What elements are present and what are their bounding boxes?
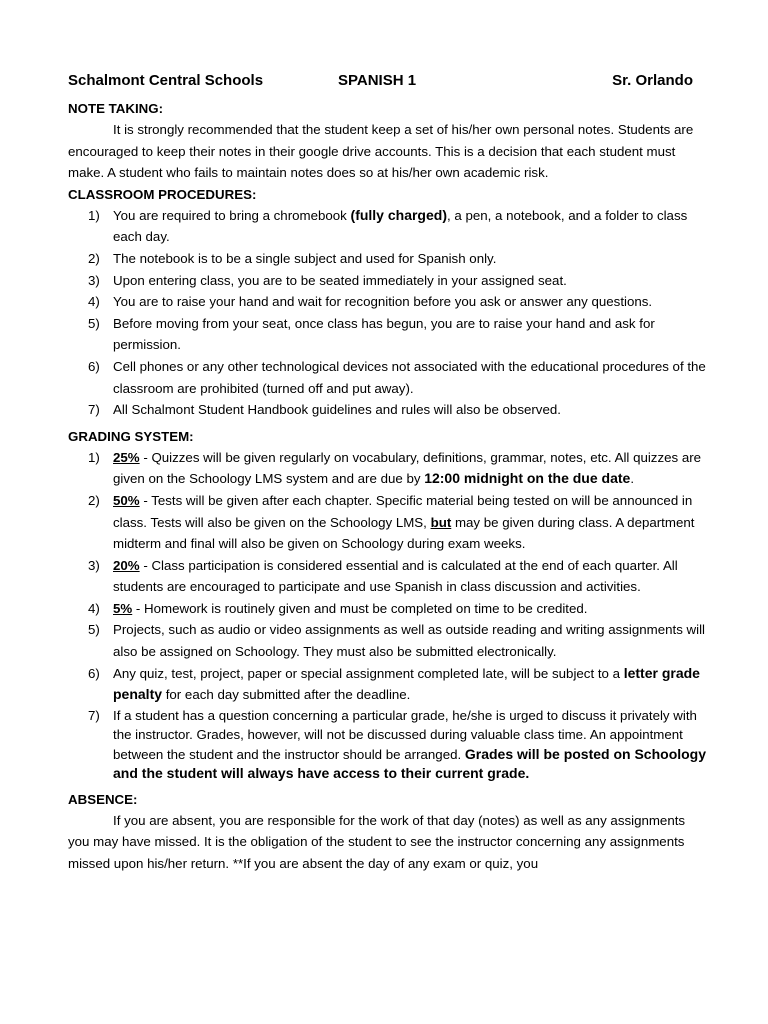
grading-item-6 [68, 663, 708, 706]
grading-text: - Tests will be given after each chapter. Specific material being tested on will be announced in class. Tests will also be given on the Schoology LMS, [113, 492, 693, 530]
procedures-list [68, 205, 708, 421]
procedure-text: Upon entering class, you are to be seated immediately in your assigned seat. [113, 272, 567, 288]
procedure-item-7 [68, 399, 708, 421]
grading-item-1 [68, 447, 708, 490]
grade-weight: 5% [113, 600, 133, 616]
procedure-text: Cell phones or any other technological devices not associated with the educational procedures of the classroom are prohibited (turned off and put away). [113, 358, 706, 396]
note-taking-paragraph: It is strongly recommended that the student keep a set of his/her own personal notes. Students are encouraged to keep their notes in their google drive accounts. This is a decision that each student must make. A student who fails to maintain notes does so at his/her own academic risk. [68, 122, 694, 181]
grading-item-2 [68, 490, 708, 555]
grading-item-3 [68, 555, 708, 598]
grading-text: - Quizzes will be given regularly on vocabulary, definitions, grammar, notes, etc. All quizzes are given on the Schoology LMS system and are due by [113, 449, 702, 487]
emphasis-text: (fully charged) [350, 206, 447, 223]
procedure-item-6 [68, 356, 708, 399]
list-number: 7) [88, 402, 100, 418]
list-number: 2) [88, 250, 100, 266]
list-number: 3) [88, 272, 100, 288]
grading-text: Projects, such as audio or video assignments as well as outside reading and writing assignments will also be assigned on Schoology. They must also be submitted electronically. [113, 622, 706, 660]
procedure-item-5 [68, 313, 708, 356]
procedure-item-3 [68, 270, 708, 292]
list-number: 3) [88, 557, 100, 573]
grading-system-heading: GRADING SYSTEM: [68, 428, 194, 444]
classroom-procedures-heading: CLASSROOM PROCEDURES: [68, 186, 257, 202]
grade-weight: 20% [113, 557, 140, 573]
procedure-text: Before moving from your seat, once class has begun, you are to raise your hand and ask for permission. [113, 315, 655, 353]
list-number: 4) [88, 294, 100, 310]
emphasis-text: but [430, 514, 452, 530]
absence-paragraph: If you are absent, you are responsible for the work of that day (notes) as well as any assignments you may have missed. It is the obligation of the student to see the instructor concerning any assignments missed upon his/her return. **If you are absent the day of any exam or quiz, you [68, 812, 686, 872]
course-name: SPANISH 1 [338, 72, 417, 89]
list-number: 4) [88, 600, 100, 616]
procedure-text: You are to raise your hand and wait for recognition before you ask or answer any questions. [113, 294, 653, 310]
list-number: 5) [88, 315, 100, 331]
grading-text: may be given during class. A department midterm and final will also be given on Schoology during exam weeks. [113, 514, 695, 552]
grade-weight: 50% [113, 492, 140, 508]
grading-text: - Homework is routinely given and must be completed on time to be credited. [132, 600, 588, 616]
grading-text: Any quiz, test, project, paper or special assignment completed late, will be subject to a [113, 665, 624, 681]
list-number: 2) [88, 492, 100, 508]
list-number: 1) [88, 449, 100, 465]
procedure-text: , a pen, a notebook, and a folder to class each day. [113, 207, 688, 245]
grading-text: If a student has a question concerning a particular grade, he/she is urged to discuss it privately with the instructor. Grades, however, will not be discussed during valuable class time. An appointment between the student and the instructor should be arranged. [113, 707, 697, 762]
grading-list [68, 447, 708, 784]
procedure-text: The notebook is to be a single subject and used for Spanish only. [113, 250, 497, 266]
grading-item-7 [68, 706, 708, 784]
document-header [68, 70, 708, 92]
procedure-text: All Schalmont Student Handbook guidelines and rules will also be observed. [113, 402, 561, 418]
emphasis-text: Grades will be posted on Schoology and the student will always have access to their current grade. [113, 745, 707, 782]
list-number: 1) [88, 207, 100, 223]
grading-text: . [630, 471, 635, 487]
list-number: 6) [88, 665, 100, 681]
list-number: 5) [88, 622, 100, 638]
school-name: Schalmont Central Schools [68, 72, 264, 89]
document-page [68, 70, 708, 875]
grade-weight: 25% [113, 449, 140, 465]
procedure-item-2 [68, 248, 708, 270]
absence-heading: ABSENCE: [68, 791, 138, 807]
emphasis-text: 12:00 midnight on the due date [424, 470, 631, 487]
emphasis-text: letter grade penalty [113, 664, 700, 703]
grading-item-4 [68, 598, 708, 620]
procedure-item-1 [68, 205, 708, 248]
list-number: 7) [88, 707, 100, 723]
procedure-item-4 [68, 291, 708, 313]
grading-text: - Class participation is considered essential and is calculated at the end of each quarter. All students are encouraged to participate and use Spanish in class discussion and activities. [113, 557, 678, 595]
note-taking-heading: NOTE TAKING: [68, 101, 164, 116]
list-number: 6) [88, 358, 100, 374]
grading-item-5 [68, 619, 708, 662]
grading-text: for each day submitted after the deadline. [162, 687, 411, 703]
procedure-text: You are required to bring a chromebook [113, 207, 351, 223]
teacher-name: Sr. Orlando [612, 72, 693, 89]
